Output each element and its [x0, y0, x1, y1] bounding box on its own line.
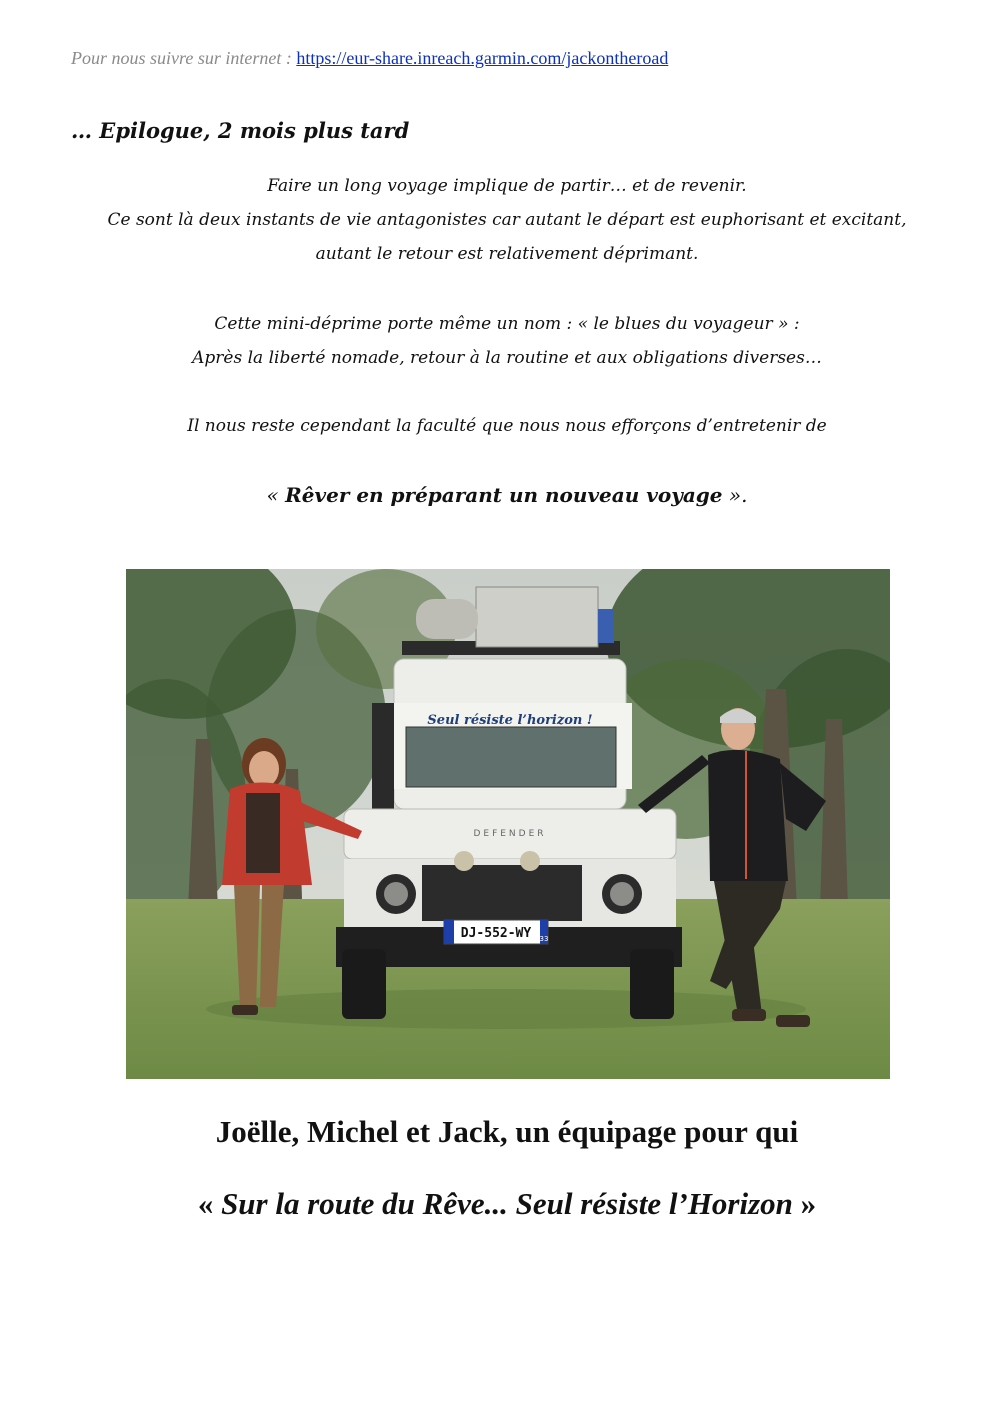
motto: [0, 483, 992, 507]
poem-line-6: Il nous reste cependant la faculté que nous nous efforçons d’entretenir de: [187, 416, 827, 436]
poem-line-2: Ce sont là deux instants de vie antagonistes car autant le départ est euphorisant et excitant,: [107, 210, 907, 230]
plate-dept-text: 33: [539, 935, 549, 943]
header-line: [71, 48, 668, 69]
poem-line-4: Cette mini-déprime porte même un nom : « le blues du voyageur » :: [214, 314, 800, 334]
caption-quote-close: »: [792, 1186, 817, 1221]
vehicle-photo: [126, 569, 890, 1079]
hood-badge-text: DEFENDER: [473, 829, 547, 839]
motto-text: Rêver en préparant un nouveau voyage: [285, 483, 723, 507]
plate-text: DJ-552-WY: [460, 926, 532, 941]
follow-label: Pour nous suivre sur internet :: [71, 48, 297, 68]
caption-quote: Sur la route du Rêve... Seul résiste l’Horizon: [221, 1186, 793, 1221]
tracking-link[interactable]: https://eur-share.inreach.garmin.com/jackontheroad: [296, 48, 669, 68]
photo-illustration: [126, 569, 890, 1079]
motto-open: «: [266, 483, 286, 507]
caption-line-2: [0, 1186, 992, 1222]
motto-close: ».: [722, 483, 748, 507]
poem-line-3: autant le retour est relativement déprimant.: [315, 244, 699, 264]
section-title: … Epilogue, 2 mois plus tard: [71, 118, 410, 143]
poem-line-1: Faire un long voyage implique de partir… et de revenir.: [267, 176, 747, 196]
vehicle-sign-text: Seul résiste l’horizon !: [427, 713, 593, 728]
caption-line-1: Joëlle, Michel et Jack, un équipage pour qui: [215, 1114, 799, 1149]
poem-line-5: Après la liberté nomade, retour à la routine et aux obligations diverses…: [192, 348, 822, 368]
caption-quote-open: «: [197, 1186, 222, 1221]
